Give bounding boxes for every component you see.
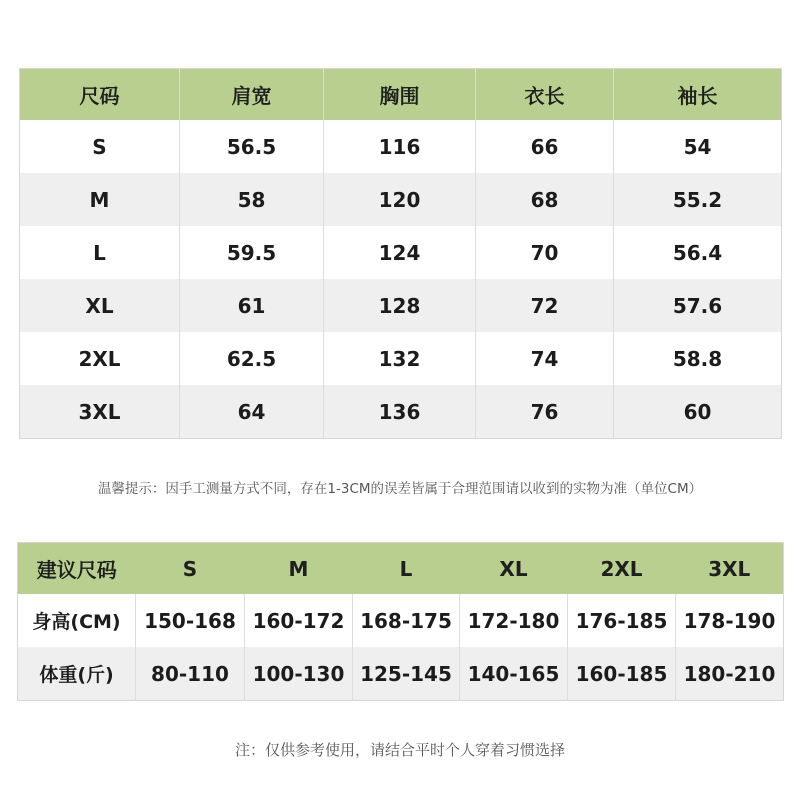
weight-cell: 125-145 [353,647,460,701]
height-cell: 176-185 [568,594,676,647]
table-row [20,332,782,385]
table-row [20,173,782,226]
sleeve-cell: 57.6 [614,279,782,332]
shoulder-cell: 61 [180,279,324,332]
shoulder-cell: 56.5 [180,120,324,173]
chest-cell: 136 [324,385,476,439]
length-cell: 72 [476,279,614,332]
chest-cell: 116 [324,120,476,173]
table-row [20,120,782,173]
weight-cell: 100-130 [245,647,353,701]
shoulder-cell: 59.5 [180,226,324,279]
header-size-xl: XL [460,543,568,595]
table-row [20,279,782,332]
height-cell: 168-175 [353,594,460,647]
length-cell: 70 [476,226,614,279]
header-chest: 胸围 [324,69,476,121]
height-row [18,594,784,647]
header-size-3xl: 3XL [676,543,784,595]
sleeve-cell: 56.4 [614,226,782,279]
size-chart-header-row [20,69,782,121]
size-cell: 2XL [20,332,180,385]
weight-label: 体重(斤) [18,647,136,701]
table-row [20,385,782,439]
chest-cell: 128 [324,279,476,332]
sleeve-cell: 55.2 [614,173,782,226]
weight-cell: 180-210 [676,647,784,701]
header-size-l: L [353,543,460,595]
size-cell: 3XL [20,385,180,439]
chest-cell: 120 [324,173,476,226]
header-size-s: S [136,543,245,595]
chest-cell: 124 [324,226,476,279]
size-cell: L [20,226,180,279]
weight-cell: 140-165 [460,647,568,701]
weight-cell: 160-185 [568,647,676,701]
size-chart-table [19,68,782,439]
sleeve-cell: 60 [614,385,782,439]
header-shoulder-width: 肩宽 [180,69,324,121]
table-row [20,226,782,279]
header-length: 衣长 [476,69,614,121]
height-cell: 172-180 [460,594,568,647]
chest-cell: 132 [324,332,476,385]
size-cell: M [20,173,180,226]
recommendation-header-row [18,543,784,595]
length-cell: 66 [476,120,614,173]
header-sleeve-length: 袖长 [614,69,782,121]
height-cell: 150-168 [136,594,245,647]
shoulder-cell: 64 [180,385,324,439]
header-size: 尺码 [20,69,180,121]
weight-row [18,647,784,701]
length-cell: 74 [476,332,614,385]
reference-note: 注：仅供参考使用，请结合平时个人穿着习惯选择 [234,741,565,759]
size-cell: XL [20,279,180,332]
length-cell: 76 [476,385,614,439]
shoulder-cell: 62.5 [180,332,324,385]
sleeve-cell: 54 [614,120,782,173]
header-size-2xl: 2XL [568,543,676,595]
height-cell: 160-172 [245,594,353,647]
header-size-m: M [245,543,353,595]
shoulder-cell: 58 [180,173,324,226]
sleeve-cell: 58.8 [614,332,782,385]
weight-cell: 80-110 [136,647,245,701]
height-cell: 178-190 [676,594,784,647]
size-cell: S [20,120,180,173]
length-cell: 68 [476,173,614,226]
size-recommendation-table [17,542,784,701]
height-label: 身高(CM) [18,594,136,647]
header-recommended-size: 建议尺码 [18,543,136,595]
measurement-note: 温馨提示：因手工测量方式不同，存在1-3CM的误差皆属于合理范围请以收到的实物为准（单位CM） [97,481,703,497]
